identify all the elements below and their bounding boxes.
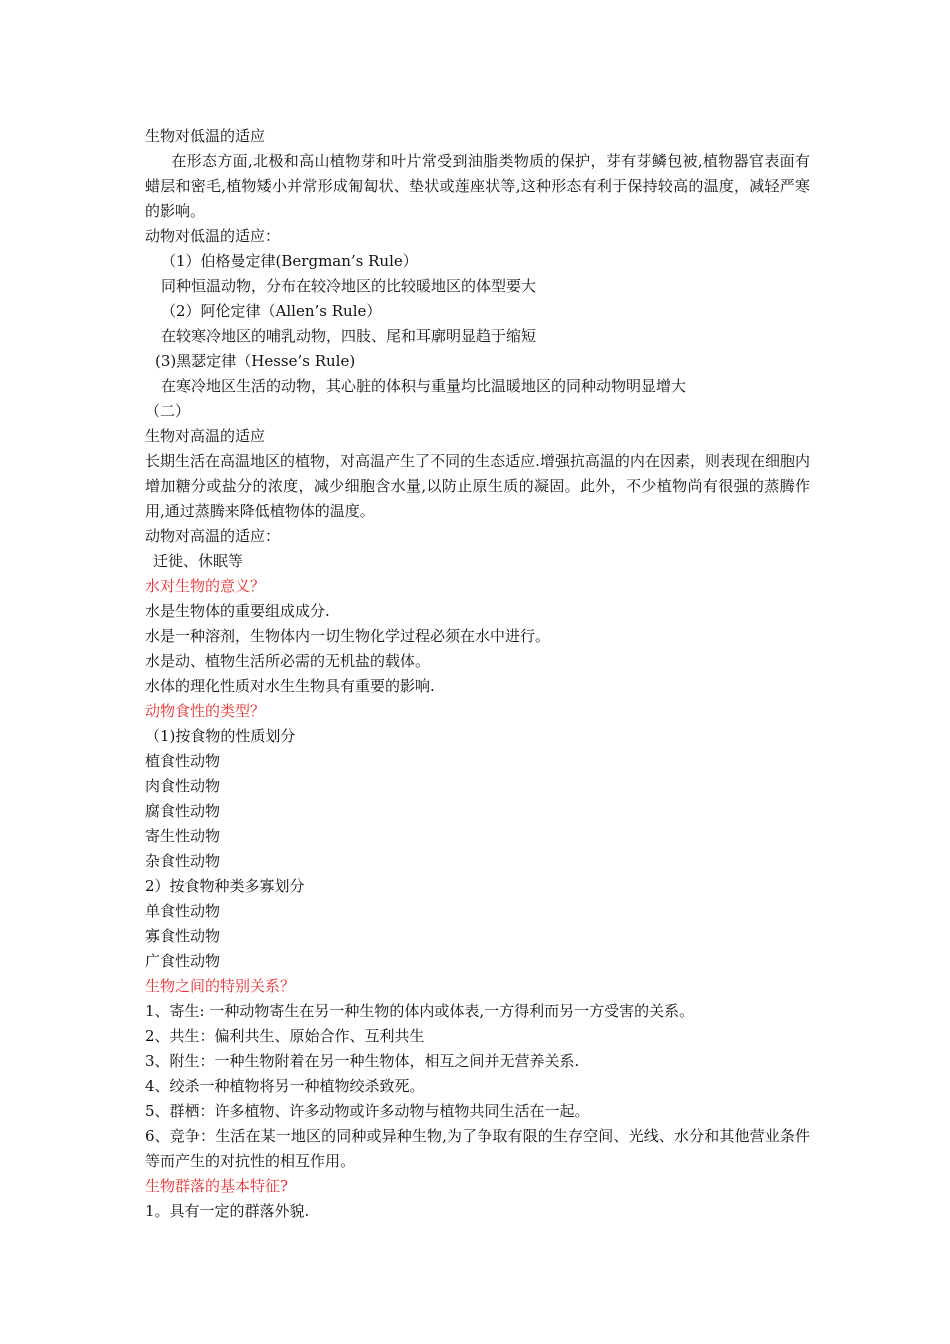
- relation-item-competition: 6、竞争：生活在某一地区的同种或异种生物,为了争取有限的生存空间、光线、水分和其他营业条件等而产生的对抗性的相互作用。: [145, 1127, 810, 1170]
- diet-item: 植食性动物: [145, 752, 221, 770]
- diet-question: 动物食性的类型？: [145, 702, 266, 720]
- diet-item: 腐食性动物: [145, 802, 221, 820]
- community-item: 1。具有一定的群落外貌.: [145, 1202, 310, 1220]
- relation-item: 4、绞杀一种植物将另一种植物绞杀致死。: [145, 1077, 425, 1095]
- water-item: 水是动、植物生活所必需的无机盐的载体。: [145, 652, 431, 670]
- relation-item: 1、寄生: 一种动物寄生在另一种生物的体内或体表,一方得利而另一方受害的关系。: [145, 1002, 695, 1020]
- high-temp-plant-text: 长期生活在高温地区的植物，对高温产生了不同的生态适应.增强抗高温的内在因素，则表现在细胞内增加糖分或盐分的浓度，减少细胞含水量,以防止原生质的凝固。此外，不少植物尚有很强的蒸腾作用,通过蒸腾来降低植物体的温度。: [145, 452, 810, 520]
- diet-by-nature-title: （1)按食物的性质划分: [145, 727, 296, 745]
- community-question: 生物群落的基本特征?: [145, 1177, 289, 1195]
- diet-item: 杂食性动物: [145, 852, 221, 870]
- low-temp-plant-heading: 生物对低温的适应: [145, 127, 266, 145]
- allen-rule-title: （2）阿伦定律（Allen’s Rule）: [161, 302, 382, 320]
- low-temp-plant-text: 在形态方面,北极和高山植物芽和叶片常受到油脂类物质的保护，芽有芽鳞包被,植物器官表面有蜡层和密毛,植物矮小并常形成匍匐状、垫状或莲座状等,这种形态有利于保持较高的温度，减轻严寒的影响。: [145, 152, 810, 220]
- hesse-rule-title: (3)黑瑟定律（Hesse’s Rule): [155, 352, 356, 370]
- water-item: 水体的理化性质对水生生物具有重要的影响.: [145, 677, 435, 695]
- bergman-rule-text: 同种恒温动物，分布在较冷地区的比较暖地区的体型要大: [161, 277, 537, 295]
- bergman-rule-title: （1）伯格曼定律(Bergman’s Rule）: [161, 252, 418, 270]
- water-item: 水是生物体的重要组成成分.: [145, 602, 330, 620]
- diet-item: 寡食性动物: [145, 927, 221, 945]
- water-question: 水对生物的意义？: [145, 577, 266, 595]
- diet-item: 寄生性动物: [145, 827, 221, 845]
- high-temp-animal-heading: 动物对高温的适应：: [145, 527, 281, 545]
- diet-item: 广食性动物: [145, 952, 221, 970]
- water-item: 水是一种溶剂，生物体内一切生物化学过程必须在水中进行。: [145, 627, 551, 645]
- relation-question: 生物之间的特别关系？: [145, 977, 296, 995]
- high-temp-heading: 生物对高温的适应: [145, 427, 266, 445]
- high-temp-animal-text: 迁徙、休眠等: [153, 552, 244, 570]
- relation-item: 5、群栖：许多植物、许多动物或许多动物与植物共同生活在一起。: [145, 1102, 590, 1120]
- section-two-label: （二）: [145, 402, 191, 420]
- relation-item: 3、附生：一种生物附着在另一种生物体，相互之间并无营养关系.: [145, 1052, 580, 1070]
- document-body: [145, 124, 810, 1224]
- hesse-rule-text: 在寒冷地区生活的动物，其心脏的体积与重量均比温暖地区的同种动物明显增大: [161, 377, 687, 395]
- diet-item: 肉食性动物: [145, 777, 221, 795]
- diet-by-variety-title: 2）按食物种类多寡划分: [145, 877, 305, 895]
- relation-item: 2、共生：偏利共生、原始合作、互利共生: [145, 1027, 425, 1045]
- allen-rule-text: 在较寒冷地区的哺乳动物，四肢、尾和耳廓明显趋于缩短: [161, 327, 537, 345]
- diet-item: 单食性动物: [145, 902, 221, 920]
- low-temp-animal-heading: 动物对低温的适应：: [145, 227, 281, 245]
